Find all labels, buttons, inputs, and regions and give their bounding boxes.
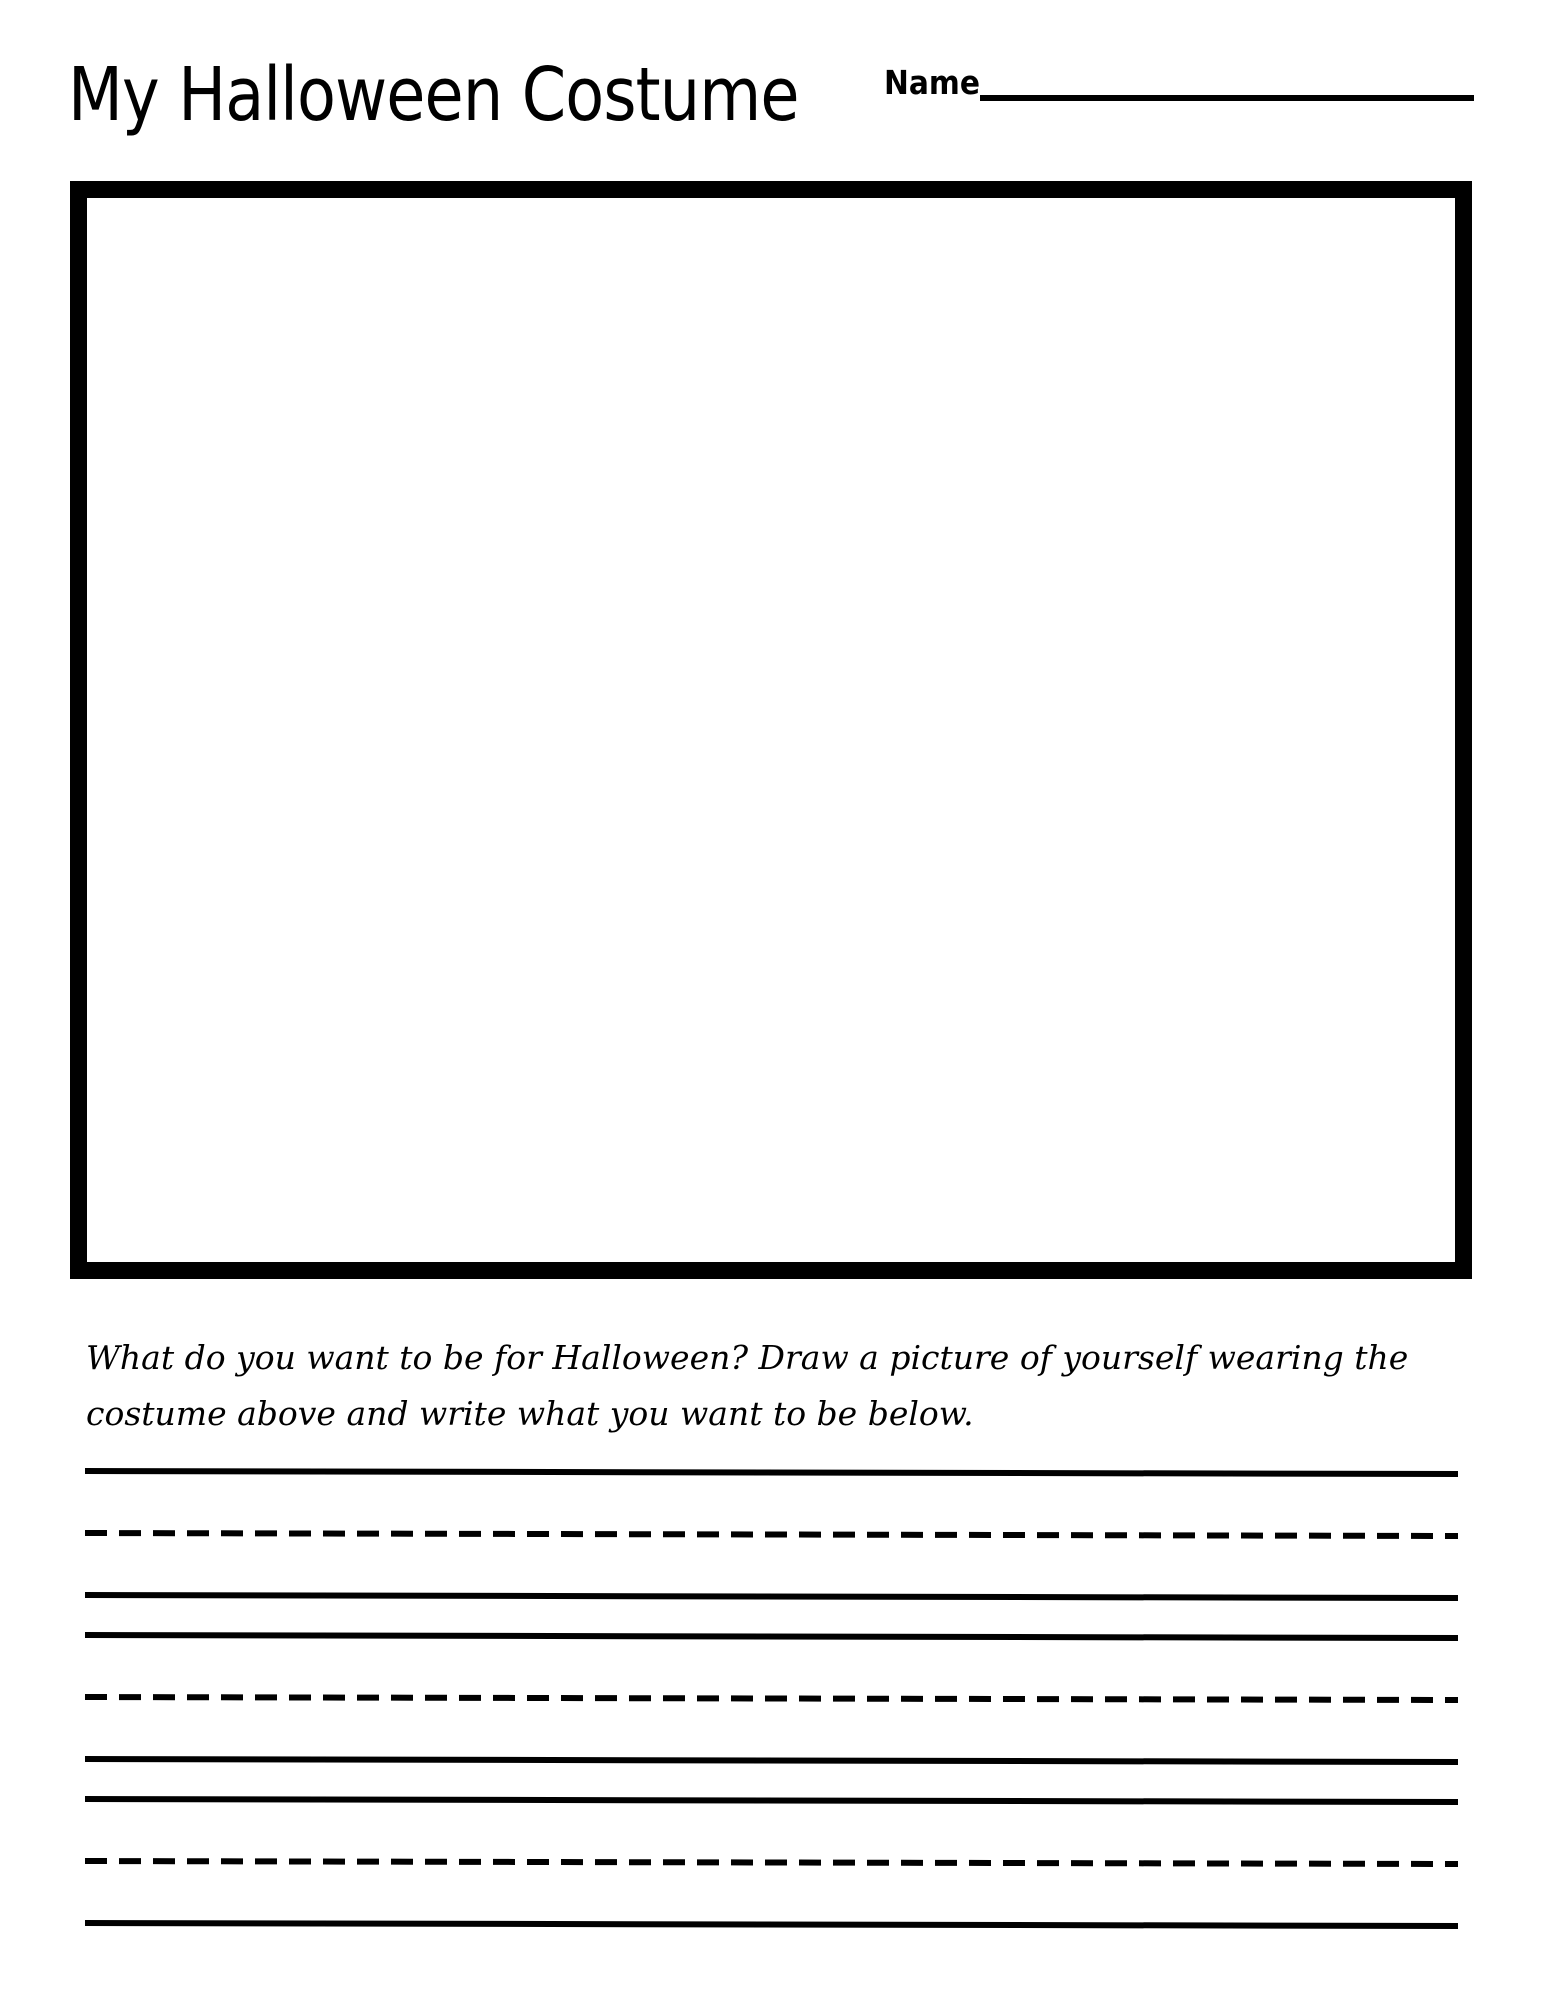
writing-row-3-base-line: [85, 1923, 1458, 1926]
writing-row-1-mid-line: [85, 1533, 1458, 1536]
writing-lines[interactable]: [85, 1465, 1458, 1955]
writing-row-2-top-line: [85, 1635, 1458, 1638]
writing-row-1-base-line: [85, 1595, 1458, 1598]
name-label: Name: [884, 63, 980, 102]
instructions: What do you want to be for Halloween? Draw a picture of yourself wearing the costume above and write what you want to be below.: [86, 1338, 1409, 1433]
writing-row-3-top-line: [85, 1799, 1458, 1802]
writing-row-1-top-line: [85, 1471, 1458, 1474]
writing-row-2-mid-line: [85, 1697, 1458, 1700]
drawing-box[interactable]: [70, 181, 1472, 1279]
name-field[interactable]: [980, 95, 1474, 101]
writing-row-3-mid-line: [85, 1861, 1458, 1864]
writing-row-2-base-line: [85, 1759, 1458, 1762]
worksheet-title: My Halloween Costume: [68, 52, 799, 138]
